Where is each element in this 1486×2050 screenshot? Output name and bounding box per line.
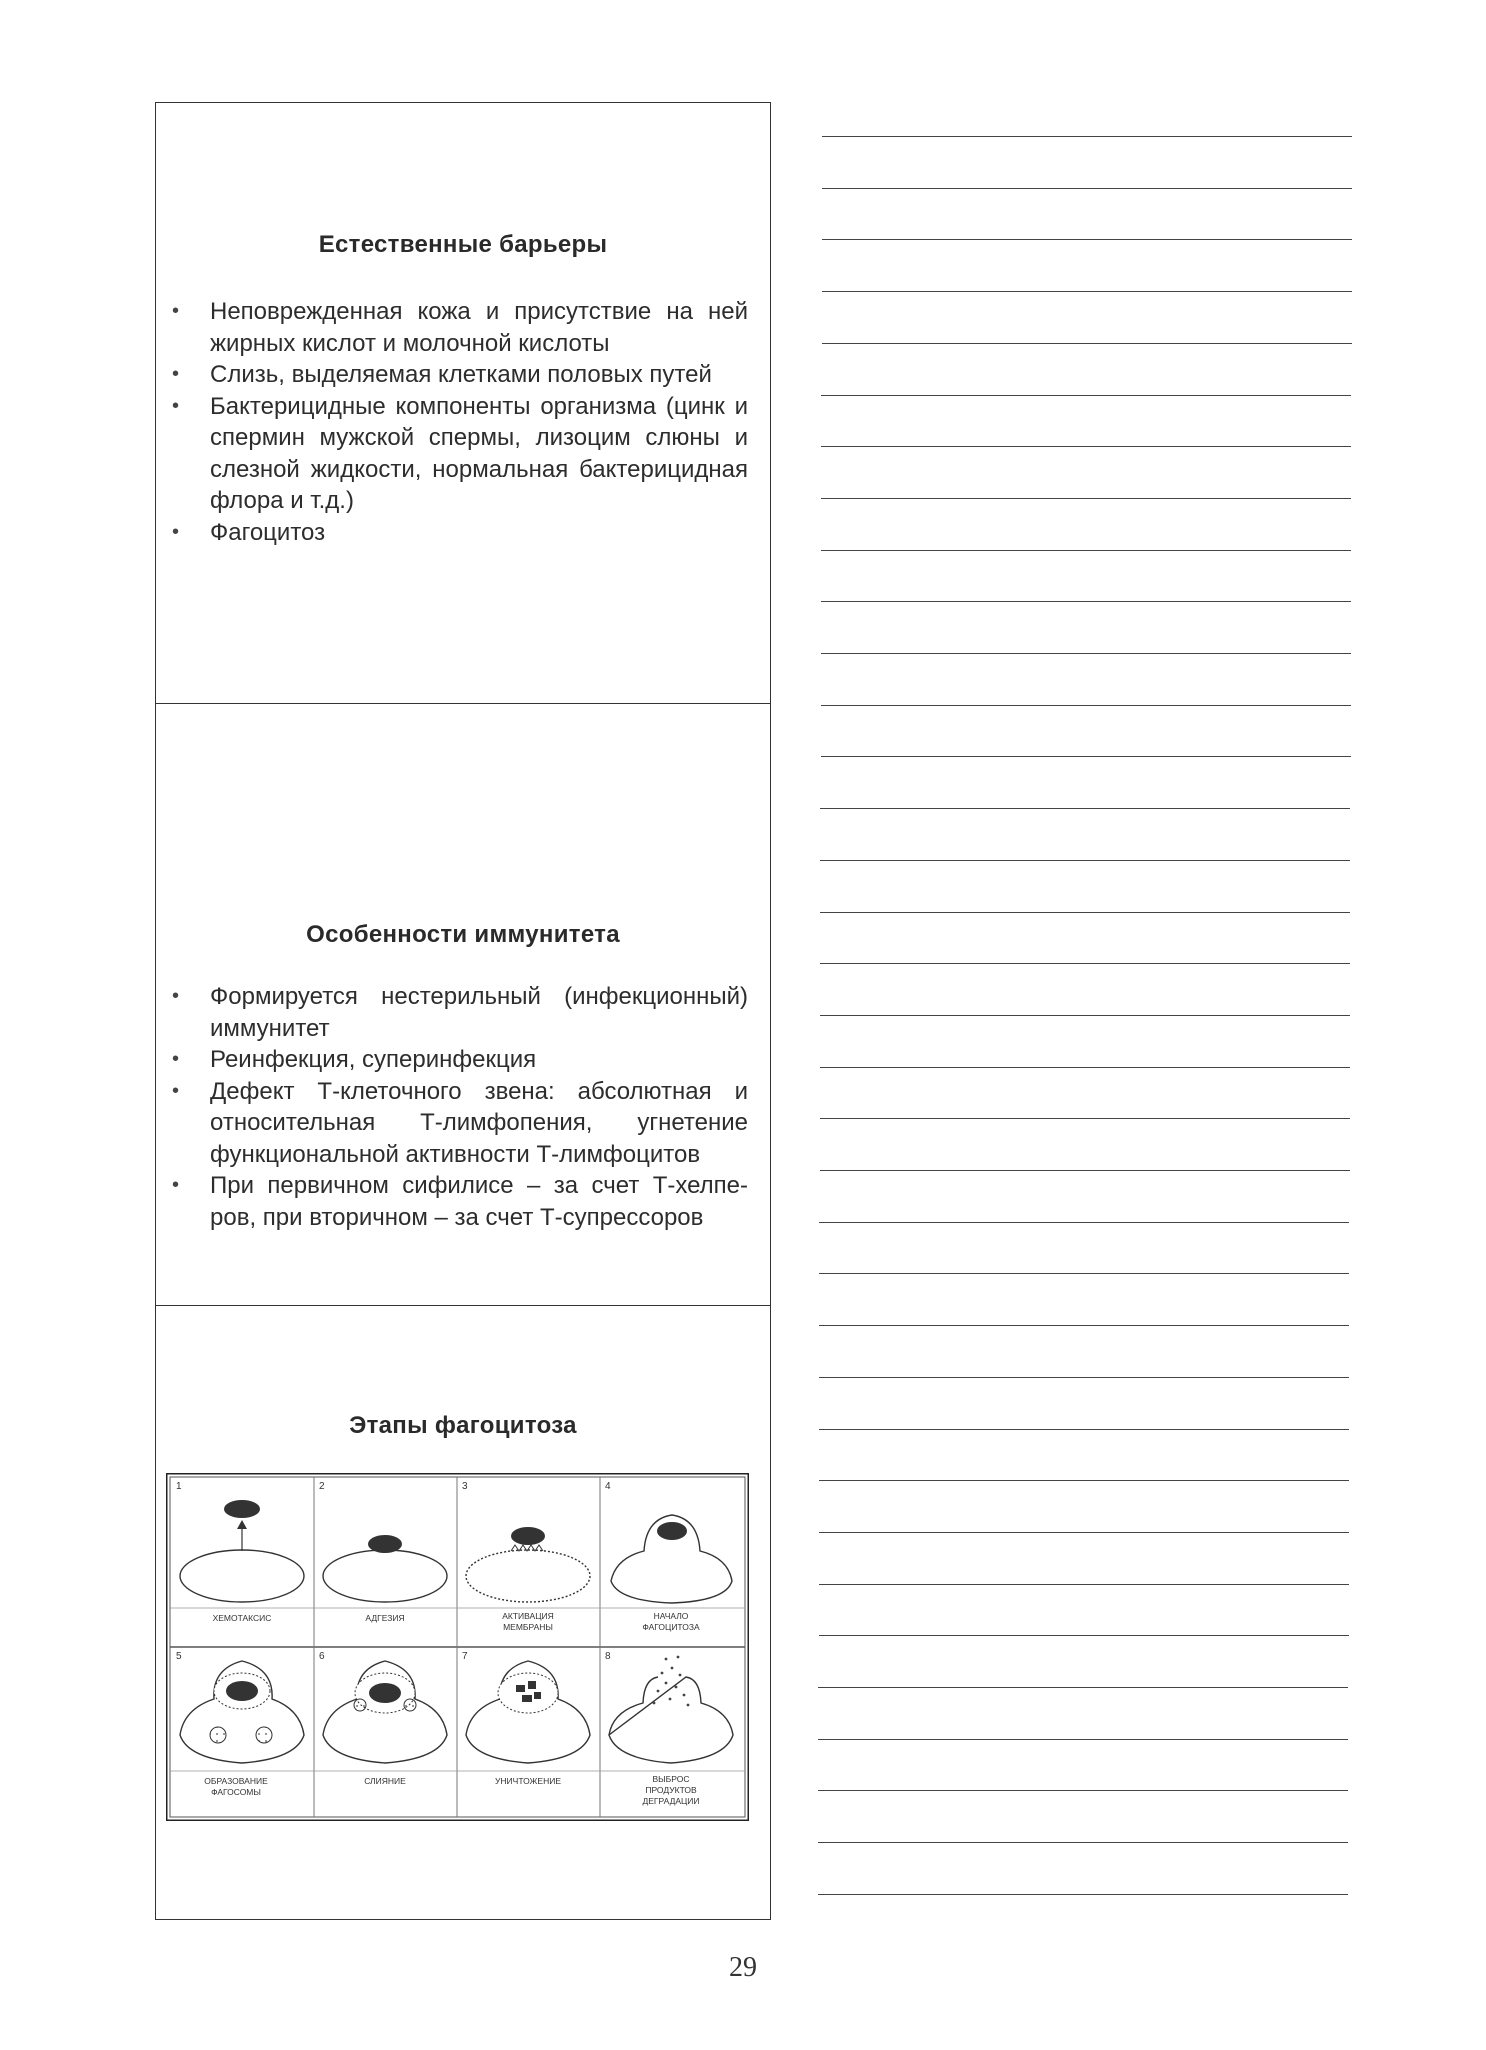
note-line bbox=[822, 239, 1352, 240]
note-line bbox=[819, 1377, 1349, 1378]
bullet-item: • Слизь, выделяемая клетками половых путей bbox=[168, 359, 748, 391]
bullet-list bbox=[168, 981, 748, 1233]
phagocytosis-diagram bbox=[166, 1473, 749, 1821]
note-line bbox=[822, 188, 1352, 189]
slide-immunity-features bbox=[156, 704, 770, 1306]
note-line bbox=[819, 1635, 1349, 1636]
slide-title: Естественные барьеры bbox=[318, 231, 608, 258]
note-line bbox=[820, 860, 1350, 861]
stage-number: 5 bbox=[176, 1651, 182, 1662]
bullet-item: • Дефект Т-клеточного звена: абсолютная и относительная Т-лимфопения, угнетение функциональной активности Т-лимфоцитов bbox=[168, 1076, 748, 1171]
note-line bbox=[818, 1687, 1348, 1688]
note-line bbox=[821, 601, 1351, 602]
note-line bbox=[821, 756, 1351, 757]
stage-caption: СЛИЯНИЕ bbox=[364, 1776, 406, 1786]
note-line bbox=[820, 912, 1350, 913]
note-line bbox=[822, 343, 1352, 344]
bullet-item: • Реинфекция, суперинфекция bbox=[168, 1044, 748, 1076]
note-line bbox=[821, 498, 1351, 499]
note-line bbox=[821, 446, 1351, 447]
note-line bbox=[818, 1842, 1348, 1843]
stage-number: 7 bbox=[462, 1651, 468, 1662]
note-line bbox=[818, 1739, 1348, 1740]
slides-frame bbox=[155, 102, 771, 1920]
note-line bbox=[821, 705, 1351, 706]
note-line bbox=[821, 395, 1351, 396]
stage-caption: АКТИВАЦИЯ bbox=[502, 1611, 554, 1621]
note-line bbox=[822, 291, 1352, 292]
note-line bbox=[820, 1170, 1350, 1171]
note-line bbox=[818, 1894, 1348, 1895]
stage-caption: ВЫБРОС bbox=[652, 1774, 690, 1784]
stage-number: 2 bbox=[319, 1481, 325, 1492]
note-line bbox=[820, 963, 1350, 964]
note-line bbox=[819, 1429, 1349, 1430]
stage-caption: ОБРАЗОВАНИЕ bbox=[204, 1776, 268, 1786]
note-line bbox=[820, 808, 1350, 809]
slide-title: Особенности иммунитета bbox=[306, 921, 620, 948]
stage-caption: АДГЕЗИЯ bbox=[365, 1613, 405, 1623]
slide-natural-barriers bbox=[156, 103, 770, 704]
note-line bbox=[819, 1480, 1349, 1481]
note-line bbox=[821, 653, 1351, 654]
note-line bbox=[818, 1790, 1348, 1791]
stage-number: 4 bbox=[605, 1481, 611, 1492]
note-line bbox=[820, 1067, 1350, 1068]
stage-number: 3 bbox=[462, 1481, 468, 1492]
note-line bbox=[819, 1584, 1349, 1585]
stage-number: 8 bbox=[605, 1651, 611, 1662]
stage-caption: ФАГОЦИТОЗА bbox=[642, 1622, 700, 1632]
stage-caption: НАЧАЛО bbox=[653, 1611, 689, 1621]
bullet-item: • Неповрежденная кожа и присутствие на ней жирных кислот и молочной кислоты bbox=[168, 296, 748, 359]
stage-caption: УНИЧТОЖЕНИЕ bbox=[495, 1776, 561, 1786]
stage-caption: ДЕГРАДАЦИИ bbox=[642, 1796, 700, 1806]
slide-phagocytosis-stages bbox=[156, 1306, 770, 1921]
stage-caption: МЕМБРАНЫ bbox=[503, 1622, 553, 1632]
stage-caption: ХЕМОТАКСИС bbox=[212, 1613, 272, 1623]
bullet-item: • При первичном сифилисе – за счет Т-хелпе-ров, при вторичном – за счет Т-супрессоров bbox=[168, 1170, 748, 1233]
note-line bbox=[821, 550, 1351, 551]
bullet-item: • Формируется нестерильный (инфекционный) иммунитет bbox=[168, 981, 748, 1044]
slide-title: Этапы фагоцитоза bbox=[349, 1412, 577, 1439]
bullet-item: • Фагоцитоз bbox=[168, 517, 748, 549]
note-line bbox=[822, 136, 1352, 137]
note-line bbox=[819, 1325, 1349, 1326]
stage-number: 6 bbox=[319, 1651, 325, 1662]
note-line bbox=[819, 1222, 1349, 1223]
page-number: 29 bbox=[729, 1952, 757, 1983]
bullet-item: • Бактерицидные компоненты организма (цинк и спермин мужской спермы, лизоцим слюны и слезной жидкости, нормальная бактерицидная флора и т.д.) bbox=[168, 391, 748, 517]
bullet-list bbox=[168, 296, 748, 548]
note-line bbox=[820, 1015, 1350, 1016]
stage-caption: ФАГОСОМЫ bbox=[211, 1787, 261, 1797]
note-line bbox=[819, 1273, 1349, 1274]
note-line bbox=[820, 1118, 1350, 1119]
stage-caption: ПРОДУКТОВ bbox=[645, 1785, 697, 1795]
note-lines bbox=[818, 0, 1358, 2050]
stage-number: 1 bbox=[176, 1481, 182, 1492]
note-line bbox=[819, 1532, 1349, 1533]
